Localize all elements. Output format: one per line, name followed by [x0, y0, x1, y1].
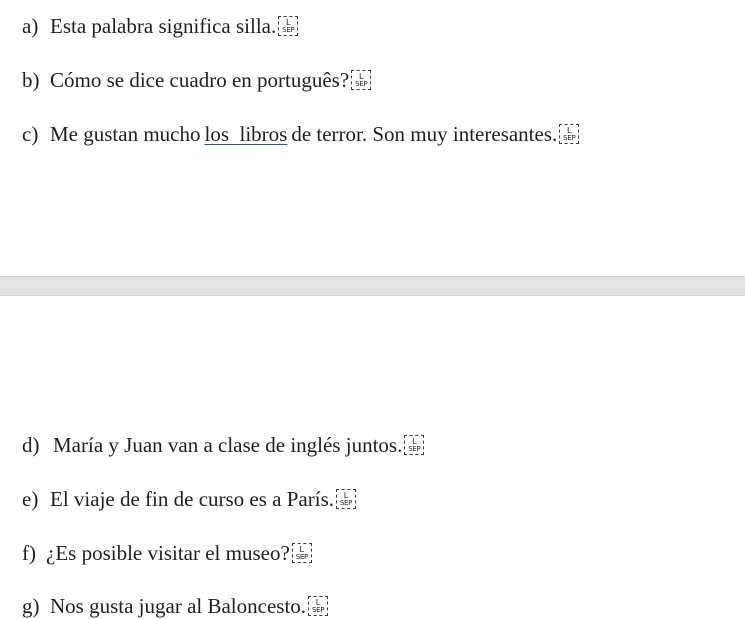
list-item-b[interactable] — [22, 67, 371, 93]
page-break-gap — [0, 276, 745, 296]
list-marker: b) — [22, 68, 40, 92]
list-item-text-before: Me gustan mucho — [50, 122, 201, 146]
separator-icon: L SEP — [278, 16, 298, 36]
list-item-d[interactable] — [22, 432, 424, 458]
list-marker: e) — [22, 487, 39, 511]
list-marker: a) — [22, 14, 39, 38]
separator-icon: L SEP — [308, 596, 328, 616]
list-item-text: El viaje de fin de curso es a París. — [50, 487, 334, 511]
list-item-text: Cómo se dice cuadro en português? — [50, 68, 350, 92]
list-item-g[interactable] — [22, 593, 328, 619]
list-item-f[interactable] — [22, 540, 312, 566]
list-marker: d) — [22, 433, 40, 457]
separator-icon: L SEP — [292, 543, 312, 563]
list-item-e[interactable] — [22, 486, 356, 512]
separator-icon: L SEP — [559, 124, 579, 144]
underlined-phrase: los libros — [204, 122, 288, 146]
list-item-c[interactable] — [22, 121, 579, 147]
list-marker: g) — [22, 594, 40, 618]
list-marker: c) — [22, 122, 39, 146]
list-item-text: Esta palabra significa silla. — [50, 14, 277, 38]
list-marker: f) — [22, 541, 36, 565]
list-item-a[interactable] — [22, 13, 298, 39]
separator-icon: L SEP — [336, 489, 356, 509]
list-item-text-after: de terror. Son muy interesantes. — [291, 122, 558, 146]
separator-icon: L SEP — [351, 70, 371, 90]
list-item-text: María y Juan van a clase de inglés juntos. — [53, 433, 403, 457]
separator-icon: L SEP — [404, 435, 424, 455]
list-item-text: ¿Es posible visitar el museo? — [46, 541, 290, 565]
list-item-text: Nos gusta jugar al Baloncesto. — [50, 594, 307, 618]
